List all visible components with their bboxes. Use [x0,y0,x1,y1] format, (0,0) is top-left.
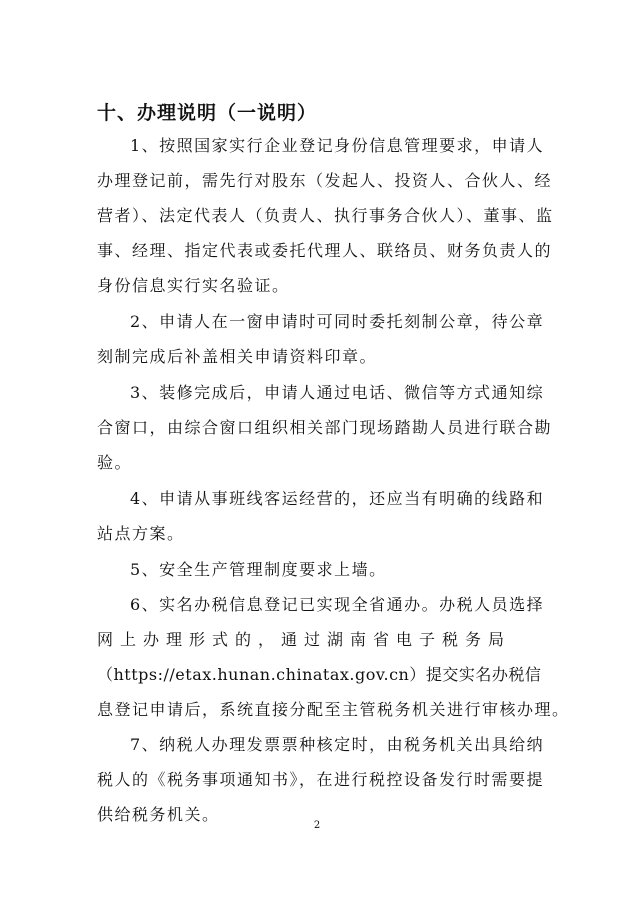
paragraph-6-line-1: 6、实名办税信息登记已实现全省通办。办税人员选择 [130,595,545,614]
section-title: 十、办理说明（一说明） [97,102,318,124]
paragraph-6-line-3: （https://etax.hunan.chinatax.gov.cn）提交实名办税信 [97,665,542,684]
paragraph-1-line-5: 身份信息实行实名验证。 [97,276,290,295]
page-number: 2 [313,820,321,831]
paragraph-7-line-2: 税人的《税务事项通知书》，在进行税控设备发行时需要提 [97,770,545,789]
paragraph-1-line-4: 事、经理、指定代表或委托代理人、联络员、财务负责人的 [97,241,553,260]
paragraph-2-line-2: 刻制完成后补盖相关申请资料印章。 [97,347,378,366]
paragraph-6-line-2: 网上办理形式的，通过湖南省电子税务局 [97,630,512,649]
paragraph-4-line-1: 4、申请从事班线客运经营的，还应当有明确的线路和 [130,489,545,508]
paragraph-2-line-1: 2、申请人在一窗申请时可同时委托刻制公章，待公章 [130,312,545,331]
paragraph-5-line-1: 5、安全生产管理制度要求上墙。 [130,560,387,579]
paragraph-7-line-3: 供给税务机关。 [97,805,220,824]
paragraph-7-line-1: 7、纳税人办理发票票种核定时，由税务机关出具给纳 [130,735,545,754]
paragraph-6-line-4: 息登记申请后，系统直接分配至主管税务机关进行审核办理。 [97,700,570,719]
paragraph-3-line-1: 3、装修完成后，申请人通过电话、微信等方式通知综 [130,383,545,402]
paragraph-1-line-1: 1、按照国家实行企业登记身份信息管理要求，申请人 [130,136,545,155]
paragraph-4-line-2: 站点方案。 [97,524,185,543]
paragraph-3-line-3: 验。 [97,453,133,472]
paragraph-3-line-2: 合窗口，由综合窗口组织相关部门现场踏勘人员进行联合勘 [97,418,553,437]
paragraph-1-line-2: 办理登记前，需先行对股东（发起人、投资人、合伙人、经 [97,171,553,190]
paragraph-1-line-3: 营者）、法定代表人（负责人、执行事务合伙人）、董事、监 [97,206,554,225]
